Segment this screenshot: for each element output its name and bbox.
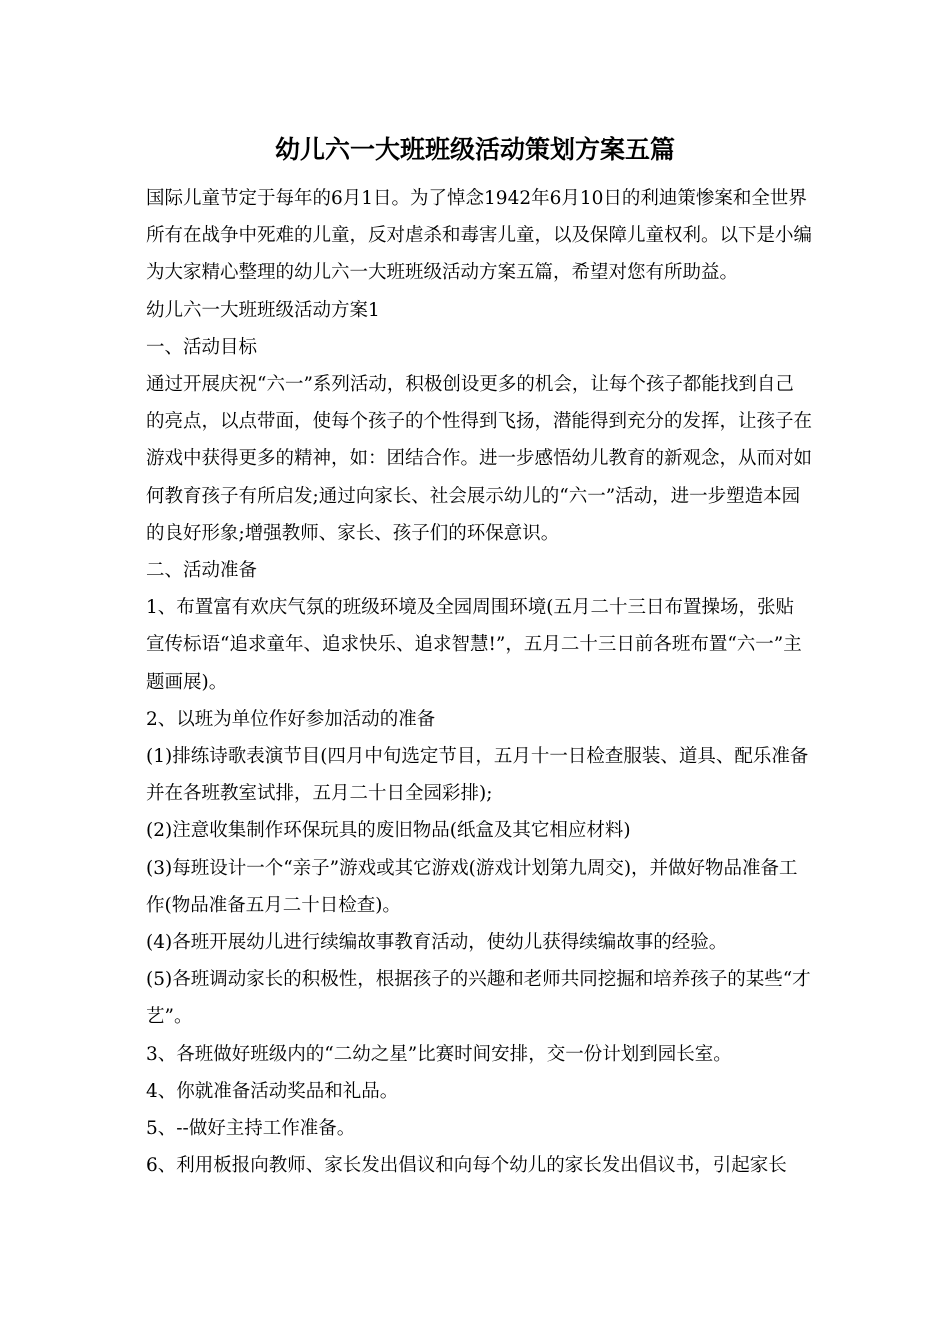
sub-list-item: (5)各班调动家长的积极性，根据孩子的兴趣和老师共同挖掘和培养孩子的某些“才艺”。 bbox=[146, 969, 811, 1028]
subsection-heading: 二、活动准备 bbox=[146, 560, 258, 582]
list-item: 6、利用板报向教师、家长发出倡议和向每个幼儿的家长发出倡议书，引起家长 bbox=[146, 1155, 787, 1177]
intro-paragraph: 国际儿童节定于每年的6月1日。为了悼念1942年6月10日的利迪策惨案和全世界所有在战争中死难的儿童，反对虐杀和毒害儿童，以及保障儿童权利。以下是小编为大家精心整理的幼儿六一大班班级活动方案五篇，希望对您有所助益。 bbox=[146, 188, 813, 284]
list-item: 5、--做好主持工作准备。 bbox=[146, 1118, 356, 1140]
document-body bbox=[146, 180, 812, 1184]
document-title: 幼儿六一大班班级活动策划方案五篇 bbox=[274, 135, 675, 164]
list-item: 2、以班为单位作好参加活动的准备 bbox=[146, 708, 436, 730]
list-item: 1、布置富有欢庆气氛的班级环境及全园周围环境(五月二十三日布置操场，张贴宣传标语“追求童年、追求快乐、追求智慧!”，五月二十三日前各班布置“六一”主题画展)。 bbox=[146, 597, 802, 693]
section-heading: 幼儿六一大班班级活动方案1 bbox=[146, 299, 380, 321]
sub-list-item: (1)排练诗歌表演节目(四月中旬选定节目，五月十一日检查服装、道具、配乐准备并在各班教室试排，五月二十日全园彩排); bbox=[146, 746, 809, 805]
subsection-heading: 一、活动目标 bbox=[146, 336, 258, 358]
sub-list-item: (2)注意收集制作环保玩具的废旧物品(纸盒及其它相应材料) bbox=[146, 820, 631, 842]
list-item: 4、你就准备活动奖品和礼品。 bbox=[146, 1080, 399, 1102]
sub-list-item: (3)每班设计一个“亲子”游戏或其它游戏(游戏计划第九周交)，并做好物品准备工作(物品准备五月二十日检查)。 bbox=[146, 857, 798, 916]
list-item: 3、各班做好班级内的“二幼之星”比赛时间安排，交一份计划到园长室。 bbox=[146, 1043, 732, 1065]
sub-list-item: (4)各班开展幼儿进行续编故事教育活动，使幼儿获得续编故事的经验。 bbox=[146, 932, 728, 954]
body-paragraph: 通过开展庆祝“六一”系列活动，积极创设更多的机会，让每个孩子都能找到自己的亮点，以点带面，使每个孩子的个性得到飞扬，潜能得到充分的发挥，让孩子在游戏中获得更多的精神，如：团结合作。进一步感悟幼儿教育的新观念，从而对如何教育孩子有所启发;通过向家长、社会展示幼儿的“六一”活动，进一步塑造本园的良好形象;增强教师、家长、孩子们的环保意识。 bbox=[146, 374, 813, 544]
